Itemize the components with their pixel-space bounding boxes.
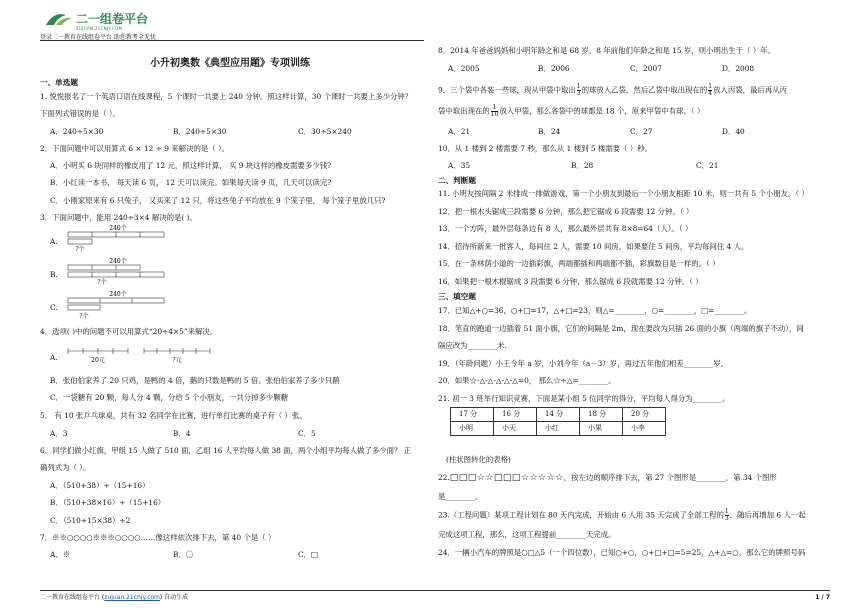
q6-option-b[interactable]: B．（510+38×16）÷（15+16） (50, 498, 166, 507)
table-cell: 16 分 (494, 408, 537, 422)
q7-option-a[interactable]: A．※ (50, 550, 71, 559)
q21-text: 21. 初一 3 班举行知识竞赛，下面是某小组 5 位同学的得分，平均每人得分为________。 (438, 394, 730, 403)
q1-text-2: 下面列式错误的是（ ）。 (40, 109, 120, 118)
table-row (451, 422, 666, 436)
q2-option-a[interactable]: A．小明买 6 块同样的橡皮用了 12 元，照这样计算， 买 9 块这样的橡皮需要多少钱? (50, 161, 332, 170)
table-cell: 17 分 (451, 408, 494, 422)
q3-figure-b (62, 255, 174, 285)
q6-text-2: 确列式为（ ）。 (40, 463, 91, 472)
q3-figure-c (62, 288, 174, 320)
svg-text:?个: ?个 (79, 313, 89, 320)
q12-text: 12．把一根木头锯成三段需要 6 分钟，那么把它锯成 6 段需要 12 分钟。（ ） (438, 207, 694, 216)
q22-text: 22.□□□☆☆□□□☆☆☆☆☆，按左边的顺序排下去，第 27 个图形是________，第 34 个图形 (438, 473, 777, 483)
q22-text-2: 是________。 (438, 492, 483, 501)
q9-option-b[interactable]: B．24 (538, 127, 561, 136)
q9-option-a[interactable]: A．21 (448, 127, 471, 136)
svg-text:240个: 240个 (109, 258, 127, 265)
q4-option-c[interactable]: C．一袋糖有 20 颗，每人分 4 颗，分给 5 个小朋友，一共分掉多少颗糖 (50, 393, 289, 402)
q23-text-2: 完成这项工程，那么，这项工程提前________天完成。 (438, 530, 616, 539)
footer-source: 二一教育在线组卷平台 (zujuan.21cnjy.com) 自动生成 (40, 594, 189, 601)
q5-option-b[interactable]: B．4 (173, 429, 191, 438)
q21-score-table (450, 407, 666, 436)
footer-link[interactable]: zujuan.21cnjy.com (104, 594, 160, 601)
table-cell: 小果 (580, 422, 623, 436)
q7-option-b[interactable]: B．〇 (173, 550, 194, 559)
q13-text: 13．一个方阵，最外层每条边有 8 人，那么最外层共有 8×8=64（人）。（ ） (438, 224, 693, 233)
table-cell: 20 分 (623, 408, 666, 422)
page-number: 1 / 7 (815, 594, 830, 601)
q7-text: 7．※※○○○○※※※○○○○……像这样依次排下去，第 40 个是（ ） (40, 533, 276, 542)
logo-icon (44, 9, 74, 29)
q21-note: (柱状图转化的表格) (446, 455, 511, 464)
q20-text: 20．如果☆-△-△-△-△-△=0， 那么☆÷△=________。 (438, 376, 616, 385)
q9-option-c[interactable]: C．27 (630, 127, 653, 136)
q1-text: 1. 悦悦报名了一个英语口语在线课程，5 个课时一共要上 240 分钟。照这样计算，30 个课时一共要上多少分钟？ (40, 92, 413, 101)
q5-option-a[interactable]: A．3 (50, 429, 68, 438)
logo-subtitle: ZUJUAN.21CNJY.COM (76, 26, 123, 31)
q8-option-c[interactable]: C．2007 (630, 64, 662, 73)
q17-text: 17．已知△+○=36，○+□=17，△+□=23，则△=________，○=________，□=________。 (438, 306, 752, 315)
q10-text: 10．从 1 楼到 2 楼需要 7 秒，那么从 1 楼到 5 楼需要（ ）秒。 (438, 144, 652, 153)
q1-option-b[interactable]: B．240÷5×30 (173, 127, 227, 136)
q4-option-b[interactable]: B．张伯伯家养了 20 只鸡，是鸭的 4 倍，鹅的只数是鸭的 5 倍。张伯伯家养了多少只鹅 (50, 376, 340, 385)
section-fill: 三、填空题 (438, 292, 476, 301)
section-choice: 一、单选题 (40, 78, 78, 87)
q5-option-c[interactable]: C．5 (298, 429, 316, 438)
table-row (451, 408, 666, 422)
q22-sequence: □□□☆☆□□□☆☆☆☆☆ (449, 473, 564, 483)
q6-option-a[interactable]: A．（510+38）÷（15+16） (50, 481, 150, 490)
q5-text: 5． 有 10 张乒乓球桌，共有 32 名同学在比赛，进行单打比赛的桌子有（ ）张。 (40, 411, 307, 420)
table-cell: 18 分 (580, 408, 623, 422)
section-judge: 二、判断题 (438, 176, 476, 185)
svg-text:20元: 20元 (91, 357, 105, 364)
q8-option-d[interactable]: D．2008 (722, 64, 755, 73)
q24-text: 24．一辆小汽车的牌照是○□△5（一个四位数），已知○+○，○+□+□=5=25，△+△=○，那么它的牌照号码 (438, 548, 806, 557)
page-footer (40, 590, 830, 605)
logo-text: 二一组卷平台 (76, 11, 149, 26)
q9-text-2: 袋中取出现在的 $\frac{1}{10}$ 放入甲袋，那么各袋中的球都是 18 个，原来甲袋中有球。（ ） (438, 104, 705, 118)
table-cell: 小李 (623, 422, 666, 436)
q8-option-b[interactable]: B．2006 (538, 64, 570, 73)
q3-figure-a (62, 222, 174, 252)
q6-text: 6．同学们做小红旗，甲组 15 人做了 510 面，乙组 16 人平均每人做 38 面，两个小组平均每人做了多少面？ 正 (40, 446, 412, 455)
table-cell: 小明 (451, 422, 494, 436)
table-cell: 14 分 (537, 408, 580, 422)
q1-option-a[interactable]: A．240÷5×30 (50, 127, 104, 136)
q23-text: 23.（工程问题）某项工程计划在 80 天内完成，开始由 6 人用 35 天完成了全部工程的 $\frac{1}{3}$ ，随后再增加 6 人一起 (438, 508, 806, 522)
q18-text: 18．笔直的跑道一边插着 51 面小旗，它们的间隔是 2m，现在要改为只插 26 面的小旗（两端的旗子不动），间 (438, 324, 804, 333)
q9-option-d[interactable]: D．40 (722, 127, 745, 136)
q4-option-a[interactable]: A. (50, 353, 58, 362)
table-cell: 小红 (537, 422, 580, 436)
svg-text:240个: 240个 (109, 225, 127, 232)
tagline: 登录二一教育在线组卷平台 助您教考全无忧 (40, 34, 156, 41)
q8-text: 8．2014 年爸爸妈妈和小明年龄之和是 68 岁，8 年前他们年龄之和是 15 岁，则小明出生于（ ）年。 (438, 46, 775, 55)
q16-text: 16．如果把一根木棍锯成 3 段需要 6 分钟，那么锯成 6 段就需要 12 分钟。（ ） (438, 277, 703, 286)
q18-text-2: 隔应改为________米. (438, 341, 507, 350)
page-title: 小升初奥数《典型应用题》专项训练 (150, 58, 310, 69)
q14-text: 14．招待所新来一批客人，每间住 2 人，需要 10 间房。如果要住 5 间房，平均每间住 4 人。 (438, 242, 749, 251)
page-header (40, 6, 424, 41)
q2-option-b[interactable]: B．小红读一本书， 每天读 6 页， 12 天可以读完。如果每天读 9 页，几天可以读完? (50, 178, 332, 187)
q2-text: 2．下面问题中可以用算式 6 × 12 ÷ 9 来解决的是（ ）。 (40, 144, 230, 153)
q3-text: 3．下面问题中，能用 240÷3×4 解决的是( )。 (40, 213, 197, 222)
q1-option-c[interactable]: C．30÷5×240 (298, 127, 352, 136)
q4-figure-a (64, 345, 214, 365)
q11-text: 11. 小明友按间隔 2 米排成一排做游戏，第一个小朋友到最后一个小朋友相距 10 米，则一共有 5 个小朋友。（ ） (438, 189, 809, 198)
q6-option-c[interactable]: C．（510+15×38）÷2 (50, 516, 131, 525)
q9-text: 9．三个袋中各装一些球，现从甲袋中取出 $\frac{1}{3}$ 的球放入乙袋，然后乙袋中取出现在的 $\frac{1}{4}$ 放入丙袋，最后再从丙 (438, 83, 787, 97)
q15-text: 15．在一条林荫小道的一边插彩旗，两端都插和两端都不插，彩旗数目是一样的。（ ） (438, 259, 720, 268)
svg-text:240个: 240个 (109, 291, 127, 298)
q3-option-b[interactable]: B. (50, 270, 58, 279)
q10-option-a[interactable]: A．35 (448, 161, 471, 170)
svg-text:?元: ?元 (172, 357, 182, 364)
q19-text: 19．（年龄问题）小王今年 a 岁，小刘今年（a－3）岁，再过五年他们相差________岁。 (438, 359, 728, 368)
q3-option-a[interactable]: A. (50, 237, 58, 246)
q4-text: 4．选项( )中的问题不可以用算式“20÷4×5”来解决。 (40, 327, 218, 336)
q3-option-c[interactable]: C. (50, 303, 58, 312)
q8-option-a[interactable]: A．2005 (448, 64, 480, 73)
q2-option-c[interactable]: C．小刚家原来有 6 只兔子， 又买来了 12 只，将这些兔子平均放在 9 个笼子里， 每个笼子里放几只? (50, 196, 386, 205)
q7-option-c[interactable]: C．□ (298, 550, 319, 559)
q10-option-c[interactable]: C．21 (696, 161, 719, 170)
table-cell: 小天 (494, 422, 537, 436)
svg-text:?个: ?个 (97, 279, 107, 285)
q10-option-b[interactable]: B．28 (571, 161, 594, 170)
svg-text:?个: ?个 (75, 246, 85, 252)
